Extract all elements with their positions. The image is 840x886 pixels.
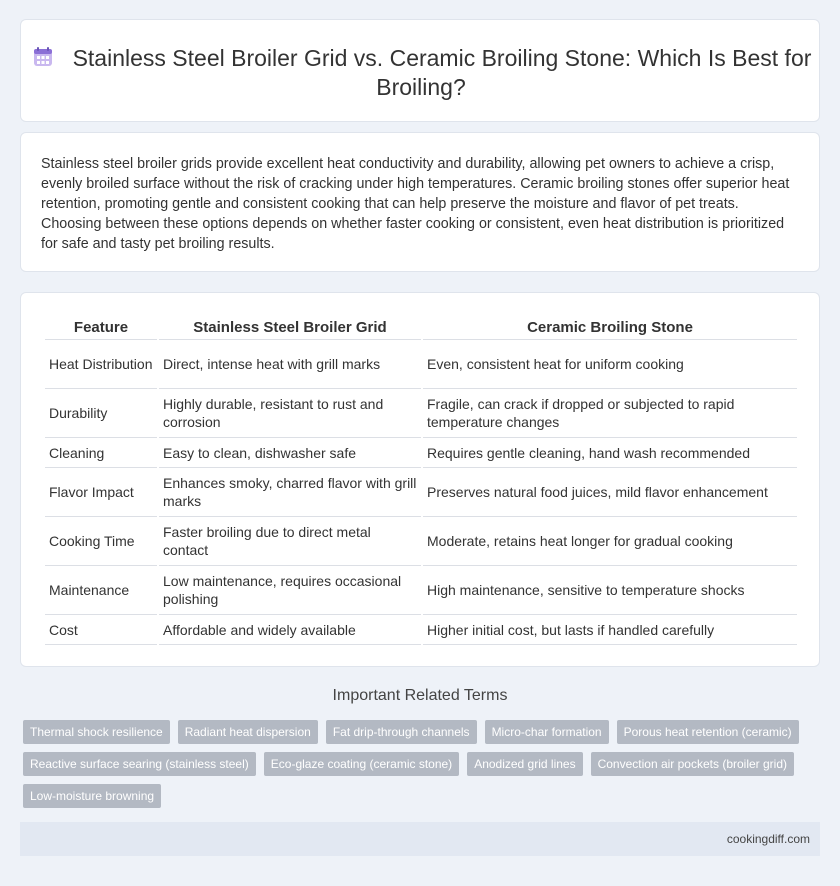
comparison-table bbox=[43, 316, 799, 645]
related-term-tag[interactable]: Fat drip-through channels bbox=[326, 720, 477, 744]
feature-cell: Cost bbox=[45, 615, 157, 645]
ceramic-cell: Preserves natural food juices, mild flavor enhancement bbox=[423, 468, 797, 517]
intro-card bbox=[20, 132, 820, 272]
related-term-tag[interactable]: Reactive surface searing (stainless steel) bbox=[23, 752, 256, 776]
comparison-card bbox=[20, 292, 820, 667]
ceramic-cell: Requires gentle cleaning, hand wash recommended bbox=[423, 438, 797, 468]
steel-cell: Low maintenance, requires occasional polishing bbox=[159, 566, 421, 615]
footer bbox=[20, 822, 820, 856]
related-term-tag[interactable]: Eco-glaze coating (ceramic stone) bbox=[264, 752, 459, 776]
feature-cell: Heat Distribution bbox=[45, 340, 157, 389]
steel-cell: Direct, intense heat with grill marks bbox=[159, 340, 421, 389]
table-row bbox=[45, 438, 797, 468]
table-header-row bbox=[45, 316, 797, 340]
footer-site-link[interactable]: cookingdiff.com bbox=[726, 832, 810, 846]
intro-paragraph: Stainless steel broiler grids provide excellent heat conductivity and durability, allowing pet owners to achieve a crisp, evenly broiled surface without the risk of cracking under high temperatures. Ceramic broiling stones offer superior heat retention, promoting gentle and consistent cooking that can help preserve the moisture and flavor of pet treats. Choosing between these options depends on whether faster cooking or consistent, even heat distribution is prioritized for safe and tasty pet broiling results. bbox=[41, 156, 790, 252]
feature-cell: Flavor Impact bbox=[45, 468, 157, 517]
feature-cell: Cleaning bbox=[45, 438, 157, 468]
ceramic-cell: Even, consistent heat for uniform cooking bbox=[423, 340, 797, 389]
header-feature: Feature bbox=[45, 316, 157, 340]
feature-cell: Cooking Time bbox=[45, 517, 157, 566]
table-row bbox=[45, 389, 797, 438]
ceramic-cell: Moderate, retains heat longer for gradual cooking bbox=[423, 517, 797, 566]
related-term-tag[interactable]: Anodized grid lines bbox=[467, 752, 582, 776]
calendar-icon bbox=[31, 45, 55, 69]
feature-cell: Durability bbox=[45, 389, 157, 438]
related-term-tag[interactable]: Porous heat retention (ceramic) bbox=[617, 720, 799, 744]
ceramic-cell: Fragile, can crack if dropped or subjected to rapid temperature changes bbox=[423, 389, 797, 438]
related-term-tag[interactable]: Micro-char formation bbox=[485, 720, 609, 744]
table-row bbox=[45, 468, 797, 517]
steel-cell: Faster broiling due to direct metal contact bbox=[159, 517, 421, 566]
header-ceramic-stone: Ceramic Broiling Stone bbox=[423, 316, 797, 340]
table-row bbox=[45, 340, 797, 389]
title-card bbox=[20, 19, 820, 122]
ceramic-cell: High maintenance, sensitive to temperature shocks bbox=[423, 566, 797, 615]
table-row bbox=[45, 517, 797, 566]
table-row bbox=[45, 566, 797, 615]
related-term-tag[interactable]: Low-moisture browning bbox=[23, 784, 161, 808]
related-terms-title: Important Related Terms bbox=[332, 687, 508, 704]
ceramic-cell: Higher initial cost, but lasts if handled carefully bbox=[423, 615, 797, 645]
related-terms-list bbox=[23, 720, 813, 808]
table-row bbox=[45, 615, 797, 645]
related-term-tag[interactable]: Convection air pockets (broiler grid) bbox=[591, 752, 794, 776]
related-term-tag[interactable]: Radiant heat dispersion bbox=[178, 720, 318, 744]
page-title bbox=[21, 44, 821, 102]
steel-cell: Easy to clean, dishwasher safe bbox=[159, 438, 421, 468]
header-stainless-steel: Stainless Steel Broiler Grid bbox=[159, 316, 421, 340]
page-title-text: Stainless Steel Broiler Grid vs. Ceramic Broiling Stone: Which Is Best for Broiling? bbox=[72, 45, 812, 100]
related-term-tag[interactable]: Thermal shock resilience bbox=[23, 720, 170, 744]
steel-cell: Highly durable, resistant to rust and corrosion bbox=[159, 389, 421, 438]
steel-cell: Affordable and widely available bbox=[159, 615, 421, 645]
feature-cell: Maintenance bbox=[45, 566, 157, 615]
steel-cell: Enhances smoky, charred flavor with grill marks bbox=[159, 468, 421, 517]
